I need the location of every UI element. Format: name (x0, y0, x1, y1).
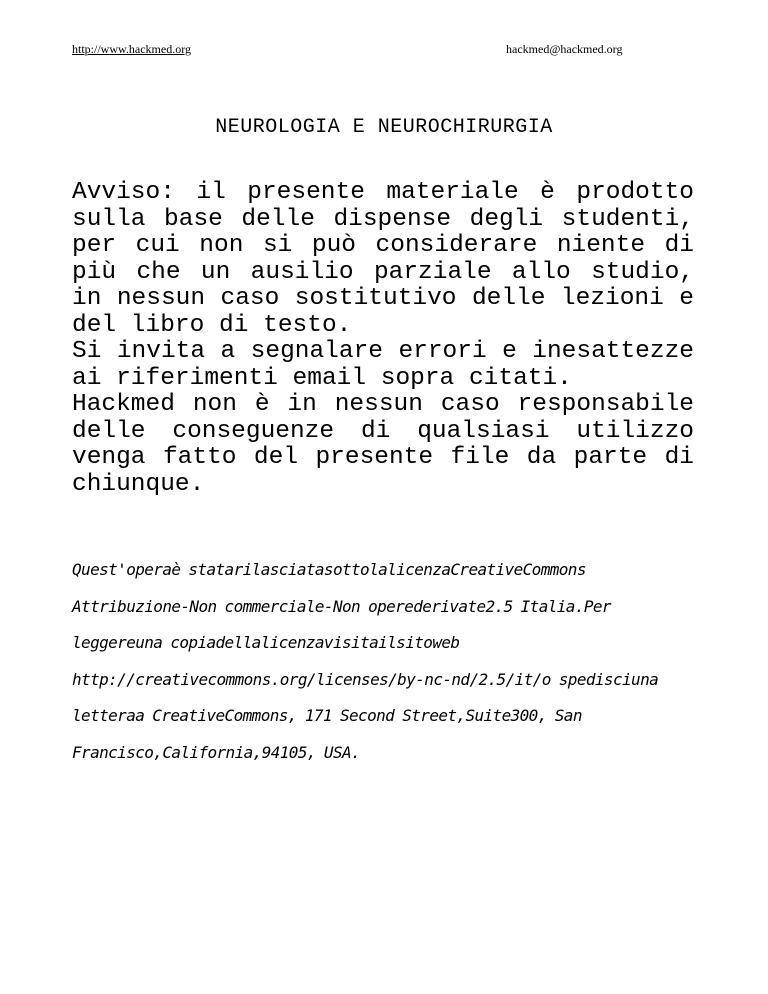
license-text (72, 552, 702, 771)
disclaimer-paragraph-3: Hackmed non è in nessun caso responsabile delle conseguenze di qualsiasi utilizzo venga fatto del presente file da parte di chiunque. (72, 391, 694, 498)
disclaimer-paragraph-1: Avviso: il presente materiale è prodotto sulla base delle dispense degli studenti, per cui non si può considerare niente di più che un ausilio parziale allo studio, in nessun caso sostitutivo delle lezioni e del libro di testo. (72, 179, 694, 339)
header-website-link[interactable]: http://www.hackmed.org (72, 42, 191, 56)
license-line-2: Attribuzione-Non commerciale-Non operederivate2.5 Italia.Per (72, 596, 611, 616)
header-email: hackmed@hackmed.org (506, 42, 623, 56)
disclaimer-paragraph-2: Si invita a segnalare errori e inesattezze ai riferimenti email sopra citati. (72, 338, 694, 392)
license-line-5: letteraa CreativeCommons, 171 Second Street,Suite300, San (72, 706, 582, 725)
license-line-1: Quest'operaè statarilasciatasottolalicenzaCreativeCommons (72, 560, 586, 579)
license-line-6: Francisco,California,94105, USA. (72, 742, 361, 762)
license-line-4: http://creativecommons.org/licenses/by-nc-nd/2.5/it/o spedisciuna (72, 669, 659, 689)
license-line-3: leggereuna copiadellalicenzavisitailsitoweb (72, 633, 460, 652)
disclaimer-notice (72, 180, 694, 498)
page-title: NEUROLOGIA E NEUROCHIRURGIA (215, 116, 553, 139)
